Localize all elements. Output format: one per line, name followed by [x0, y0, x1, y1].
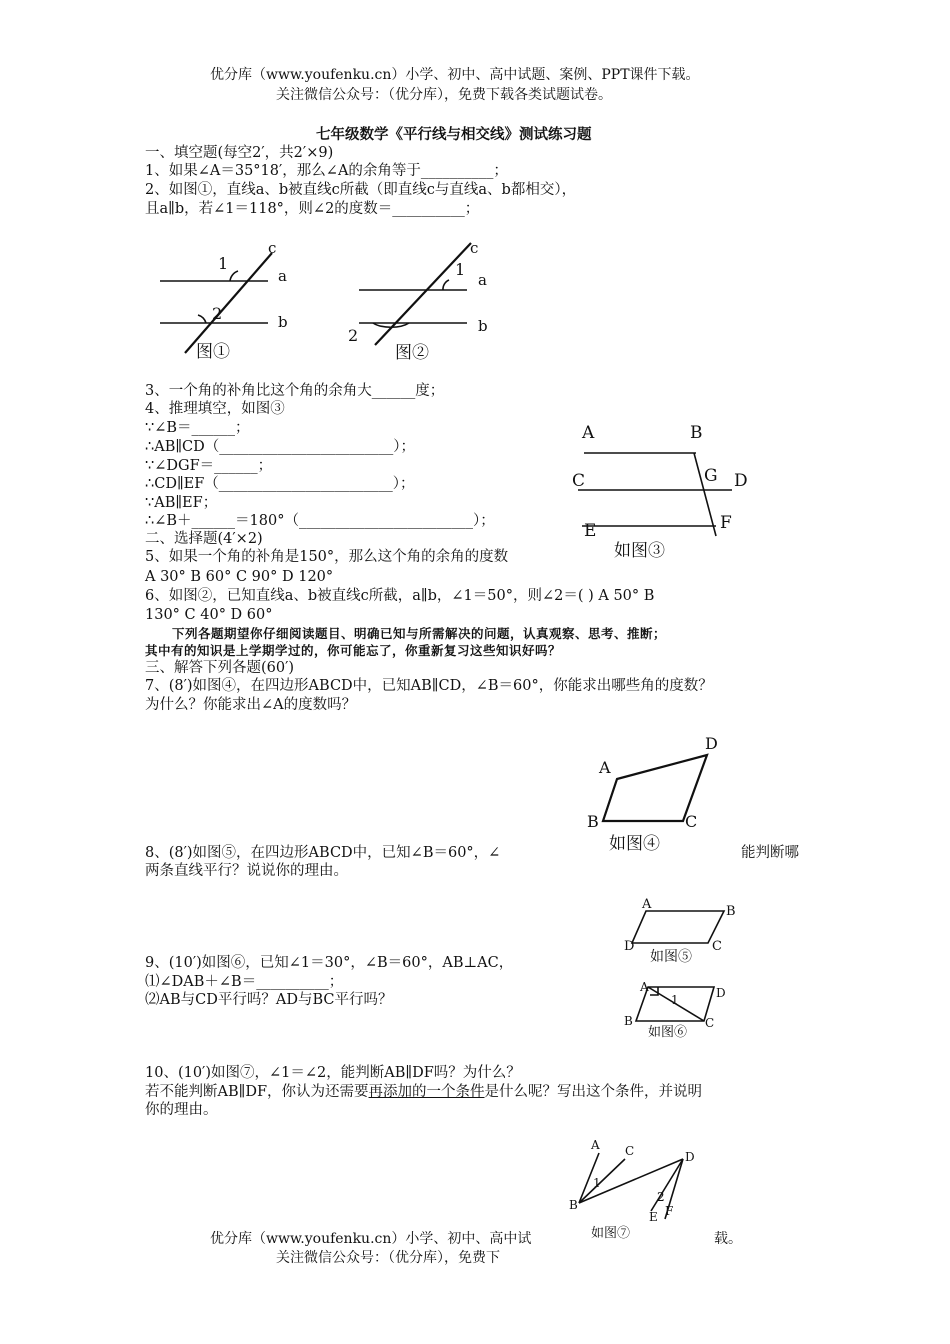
question-5-options: A 30° B 60° C 90° D 120° [145, 569, 334, 585]
fig4-label-C: C [685, 812, 698, 831]
fig2-label-a: a [478, 271, 487, 289]
question-4-step-2: ∴AB∥CD（________________________）； [145, 439, 416, 455]
fig6-label-1: 1 [671, 993, 679, 1007]
fig5-caption: 如图⑤ [650, 949, 692, 965]
figure-4 [585, 735, 735, 860]
fig4-label-A: A [599, 758, 611, 777]
fig2-line-c [375, 243, 471, 345]
fig7-label-C: C [625, 1144, 635, 1158]
fig7-label-2: 2 [657, 1190, 665, 1204]
fig2-caption: 图② [395, 343, 429, 363]
fig3-label-D: D [734, 471, 748, 491]
fig2-label-2: 2 [348, 326, 359, 345]
fig2-label-c: c [470, 239, 479, 257]
question-2-line-2: 且a∥b，若∠1＝118°，则∠2的度数＝__________； [145, 201, 480, 217]
section-2-heading: 二、选择题(4′×2) [145, 531, 263, 547]
section-3-heading: 三、解答下列各题(60′) [145, 660, 295, 676]
fig5-label-A: A [642, 897, 652, 912]
question-4-step-3: ∵∠DGF＝______； [145, 458, 273, 474]
fig6-label-D: D [716, 986, 726, 1000]
fig4-label-D: D [705, 734, 718, 753]
question-8-line-2: 两条直线平行？说说你的理由。 [145, 863, 348, 879]
fig3-label-A: A [582, 423, 595, 443]
fig3-caption: 如图③ [614, 541, 665, 561]
note-line-1: 下列各题期望你仔细阅读题目、明确已知与所需解决的问题，认真观察、思考、推断； [172, 626, 667, 641]
question-4: 4、推理填空，如图③ [145, 401, 285, 417]
question-10-line-2-pre: 若不能判断AB∥DF，你认为还需要 [145, 1084, 369, 1100]
fig6-label-A: A [640, 980, 649, 994]
question-10-line-2-post: 是什么呢？写出这个条件，并说明 [484, 1084, 703, 1100]
fig6-label-C: C [705, 1016, 715, 1030]
figure-1 [150, 235, 310, 365]
fig7-label-B: B [569, 1198, 578, 1212]
fig2-angle-1-arc [443, 280, 449, 290]
fig7-line-bc [579, 1159, 625, 1203]
fig1-caption: 图① [196, 342, 230, 362]
fig1-label-c: c [268, 239, 277, 257]
figure-5 [620, 895, 750, 970]
footer-line-1: 优分库（www.youfenku.cn）小学、初中、高中试 [210, 1231, 532, 1247]
fig7-label-1: 1 [593, 1176, 601, 1190]
question-3: 3、一个角的补角比这个角的余角大______度； [145, 383, 445, 399]
fig7-label-D: D [685, 1150, 695, 1164]
figure-3 [570, 418, 770, 568]
header-line-2: 关注微信公众号：（优分库），免费下载各类试题试卷。 [276, 87, 612, 103]
question-4-step-6: ∴∠B＋______＝180°（________________________）； [145, 513, 495, 529]
fig3-label-C: C [572, 471, 586, 491]
header-line-1: 优分库（www.youfenku.cn）小学、初中、高中试题、案例、PPT课件下载。 [210, 67, 700, 83]
question-6: 6、如图②，已知直线a、b被直线c所截，a∥b，∠1＝50°，则∠2＝( ) A 50° B [145, 588, 655, 604]
fig1-label-a: a [278, 267, 287, 285]
fig7-caption: 如图⑦ [591, 1226, 631, 1241]
question-1: 1、如果∠A＝35°18′，那么∠A的余角等于__________； [145, 163, 508, 179]
question-10-line-1: 10、(10′)如图⑦，∠1＝∠2，能判断AB∥DF吗？为什么？ [145, 1065, 521, 1081]
fig3-label-G: G [704, 466, 718, 486]
fig6-label-B: B [624, 1014, 633, 1028]
question-4-step-1: ∵∠B＝______； [145, 420, 250, 436]
question-4-step-5: ∵AB∥EF； [145, 495, 218, 511]
fig4-caption: 如图④ [609, 834, 660, 854]
question-9-part-1: ⑴∠DAB＋∠B＝__________； [145, 974, 344, 990]
question-8-line-1: 8、(8′)如图⑤，在四边形ABCD中，已知∠B＝60°，∠ [145, 845, 501, 861]
question-4-step-4: ∴CD∥EF（________________________）； [145, 476, 415, 492]
footer-line-2: 关注微信公众号：（优分库），免费下 [276, 1250, 500, 1266]
question-7-line-1: 7、(8′)如图④，在四边形ABCD中，已知AB∥CD，∠B＝60°，你能求出哪些角的度数？ [145, 678, 713, 694]
fig3-label-B: B [690, 423, 703, 443]
fig2-label-1: 1 [455, 260, 466, 279]
question-2-line-1: 2、如图①，直线a、b被直线c所截（即直线c与直线a、b都相交）， [145, 182, 577, 198]
fig5-quadrilateral [632, 911, 724, 943]
figure-7 [565, 1135, 705, 1245]
section-1-heading: 一、填空题(每空2′，共2′×9) [145, 145, 334, 161]
question-9-part-2: ⑵AB与CD平行吗？AD与BC平行吗？ [145, 992, 393, 1008]
note-line-2: 其中有的知识是上学期学过的，你可能忘了，你重新复习这些知识好吗？ [145, 643, 562, 658]
question-8-line-1-tail: 能判断哪 [741, 845, 799, 861]
fig3-label-F: F [720, 513, 732, 533]
footer-line-1-tail: 载。 [714, 1231, 742, 1247]
question-7-line-2: 为什么？你能求出∠A的度数吗？ [145, 697, 357, 713]
fig1-line-c [185, 253, 272, 353]
fig5-label-D: D [624, 939, 635, 954]
page-title: 七年级数学《平行线与相交线》测试练习题 [316, 126, 592, 143]
figure-6 [620, 975, 750, 1045]
fig3-label-E: E [584, 521, 597, 541]
fig6-caption: 如图⑥ [648, 1025, 688, 1040]
question-5: 5、如果一个角的补角是150°，那么这个角的余角的度数 [145, 549, 509, 565]
question-6-options: 130° C 40° D 60° [145, 607, 273, 623]
fig5-label-C: C [712, 939, 722, 954]
fig7-label-A: A [591, 1138, 600, 1152]
fig4-label-B: B [587, 812, 599, 831]
fig1-label-b: b [278, 313, 288, 331]
figure-2 [345, 235, 505, 365]
fig7-label-E: E [649, 1210, 658, 1224]
question-10-line-3: 你的理由。 [145, 1102, 218, 1118]
fig1-angle-2-arc [198, 315, 206, 323]
fig1-label-2: 2 [212, 304, 223, 323]
fig1-label-1: 1 [218, 254, 229, 273]
question-10-line-2 [145, 1083, 702, 1101]
fig7-label-F: F [665, 1204, 674, 1218]
question-10-underlined-condition: 再添加的一个条件 [368, 1084, 485, 1100]
question-9-line-1: 9、(10′)如图⑥，已知∠1＝30°，∠B＝60°，AB⊥AC， [145, 955, 514, 971]
fig1-angle-1-arc [230, 271, 238, 281]
fig2-label-b: b [478, 317, 488, 335]
fig5-label-B: B [726, 904, 736, 919]
